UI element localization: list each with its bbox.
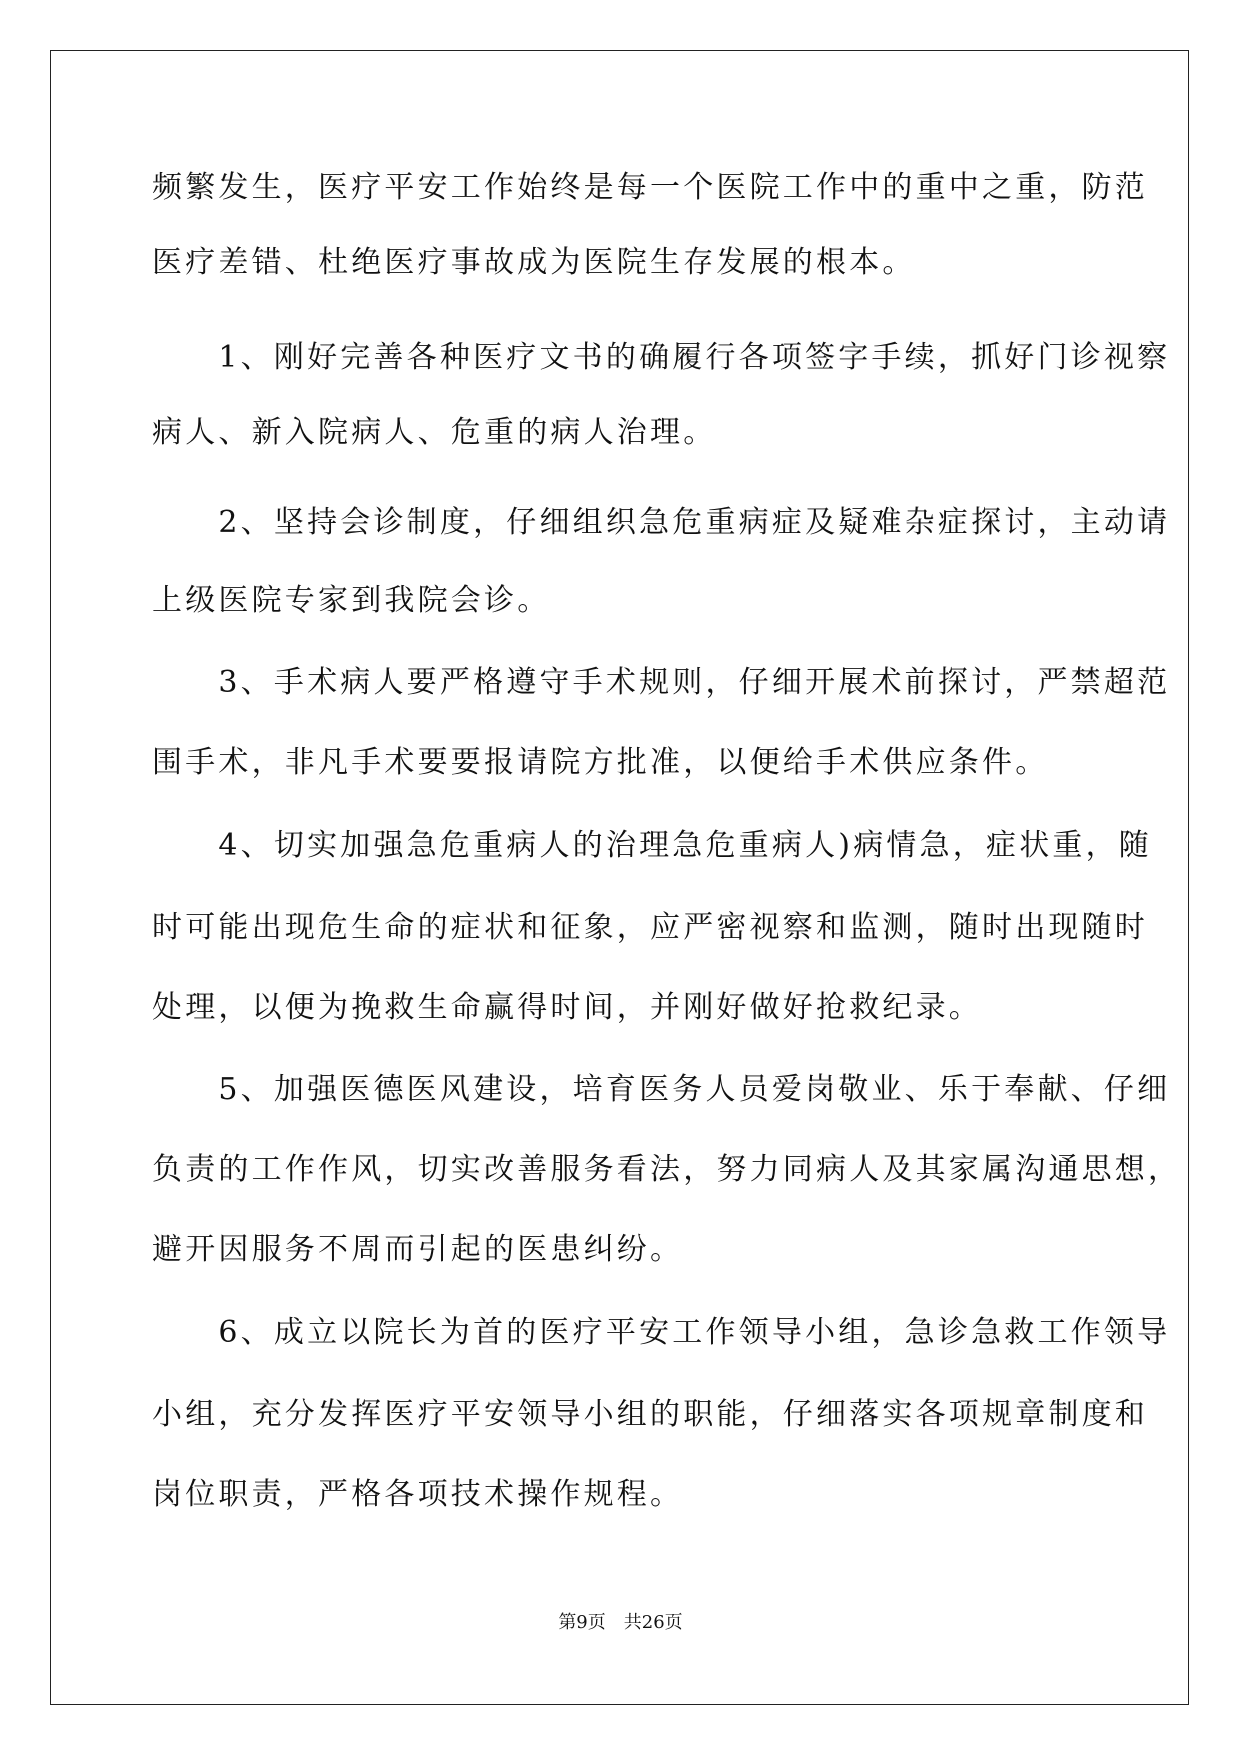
text-line: 频繁发生，医疗平安工作始终是每一个医院工作中的重中之重，防范	[152, 170, 1148, 205]
text-line: 岗位职责，严格各项技术操作规程。	[152, 1477, 684, 1512]
text-line: 上级医院专家到我院会诊。	[152, 583, 551, 618]
text-line: 医疗差错、杜绝医疗事故成为医院生存发展的根本。	[152, 245, 916, 280]
text-line: 4、切实加强急危重病人的治理急危重病人)病情急，症状重，随	[152, 828, 1152, 863]
text-line: 避开因服务不周而引起的医患纠纷。	[152, 1232, 684, 1267]
page-number: 第9页	[558, 1612, 606, 1633]
text-line: 5、加强医德医风建设，培育医务人员爱岗敬业、乐于奉献、仔细	[152, 1072, 1171, 1107]
page-frame	[50, 50, 1189, 1705]
text-line: 2、坚持会诊制度，仔细组织急危重病症及疑难杂症探讨，主动请	[152, 505, 1171, 540]
text-line: 负责的工作作风，切实改善服务看法，努力同病人及其家属沟通思想，	[152, 1152, 1182, 1187]
text-line: 处理，以便为挽救生命赢得时间，并刚好做好抢救纪录。	[152, 990, 982, 1025]
text-line: 1、刚好完善各种医疗文书的确履行各项签字手续，抓好门诊视察	[152, 340, 1171, 375]
text-line: 时可能出现危生命的症状和征象，应严密视察和监测，随时出现随时	[152, 910, 1148, 945]
page-total: 共26页	[623, 1612, 683, 1633]
text-line: 病人、新入院病人、危重的病人治理。	[152, 415, 717, 450]
text-line: 3、手术病人要严格遵守手术规则，仔细开展术前探讨，严禁超范	[152, 665, 1171, 700]
page-footer	[0, 1612, 1241, 1634]
text-line: 6、成立以院长为首的医疗平安工作领导小组，急诊急救工作领导	[152, 1315, 1171, 1350]
text-line: 围手术，非凡手术要要报请院方批准，以便给手术供应条件。	[152, 745, 1049, 780]
text-line: 小组，充分发挥医疗平安领导小组的职能，仔细落实各项规章制度和	[152, 1397, 1148, 1432]
